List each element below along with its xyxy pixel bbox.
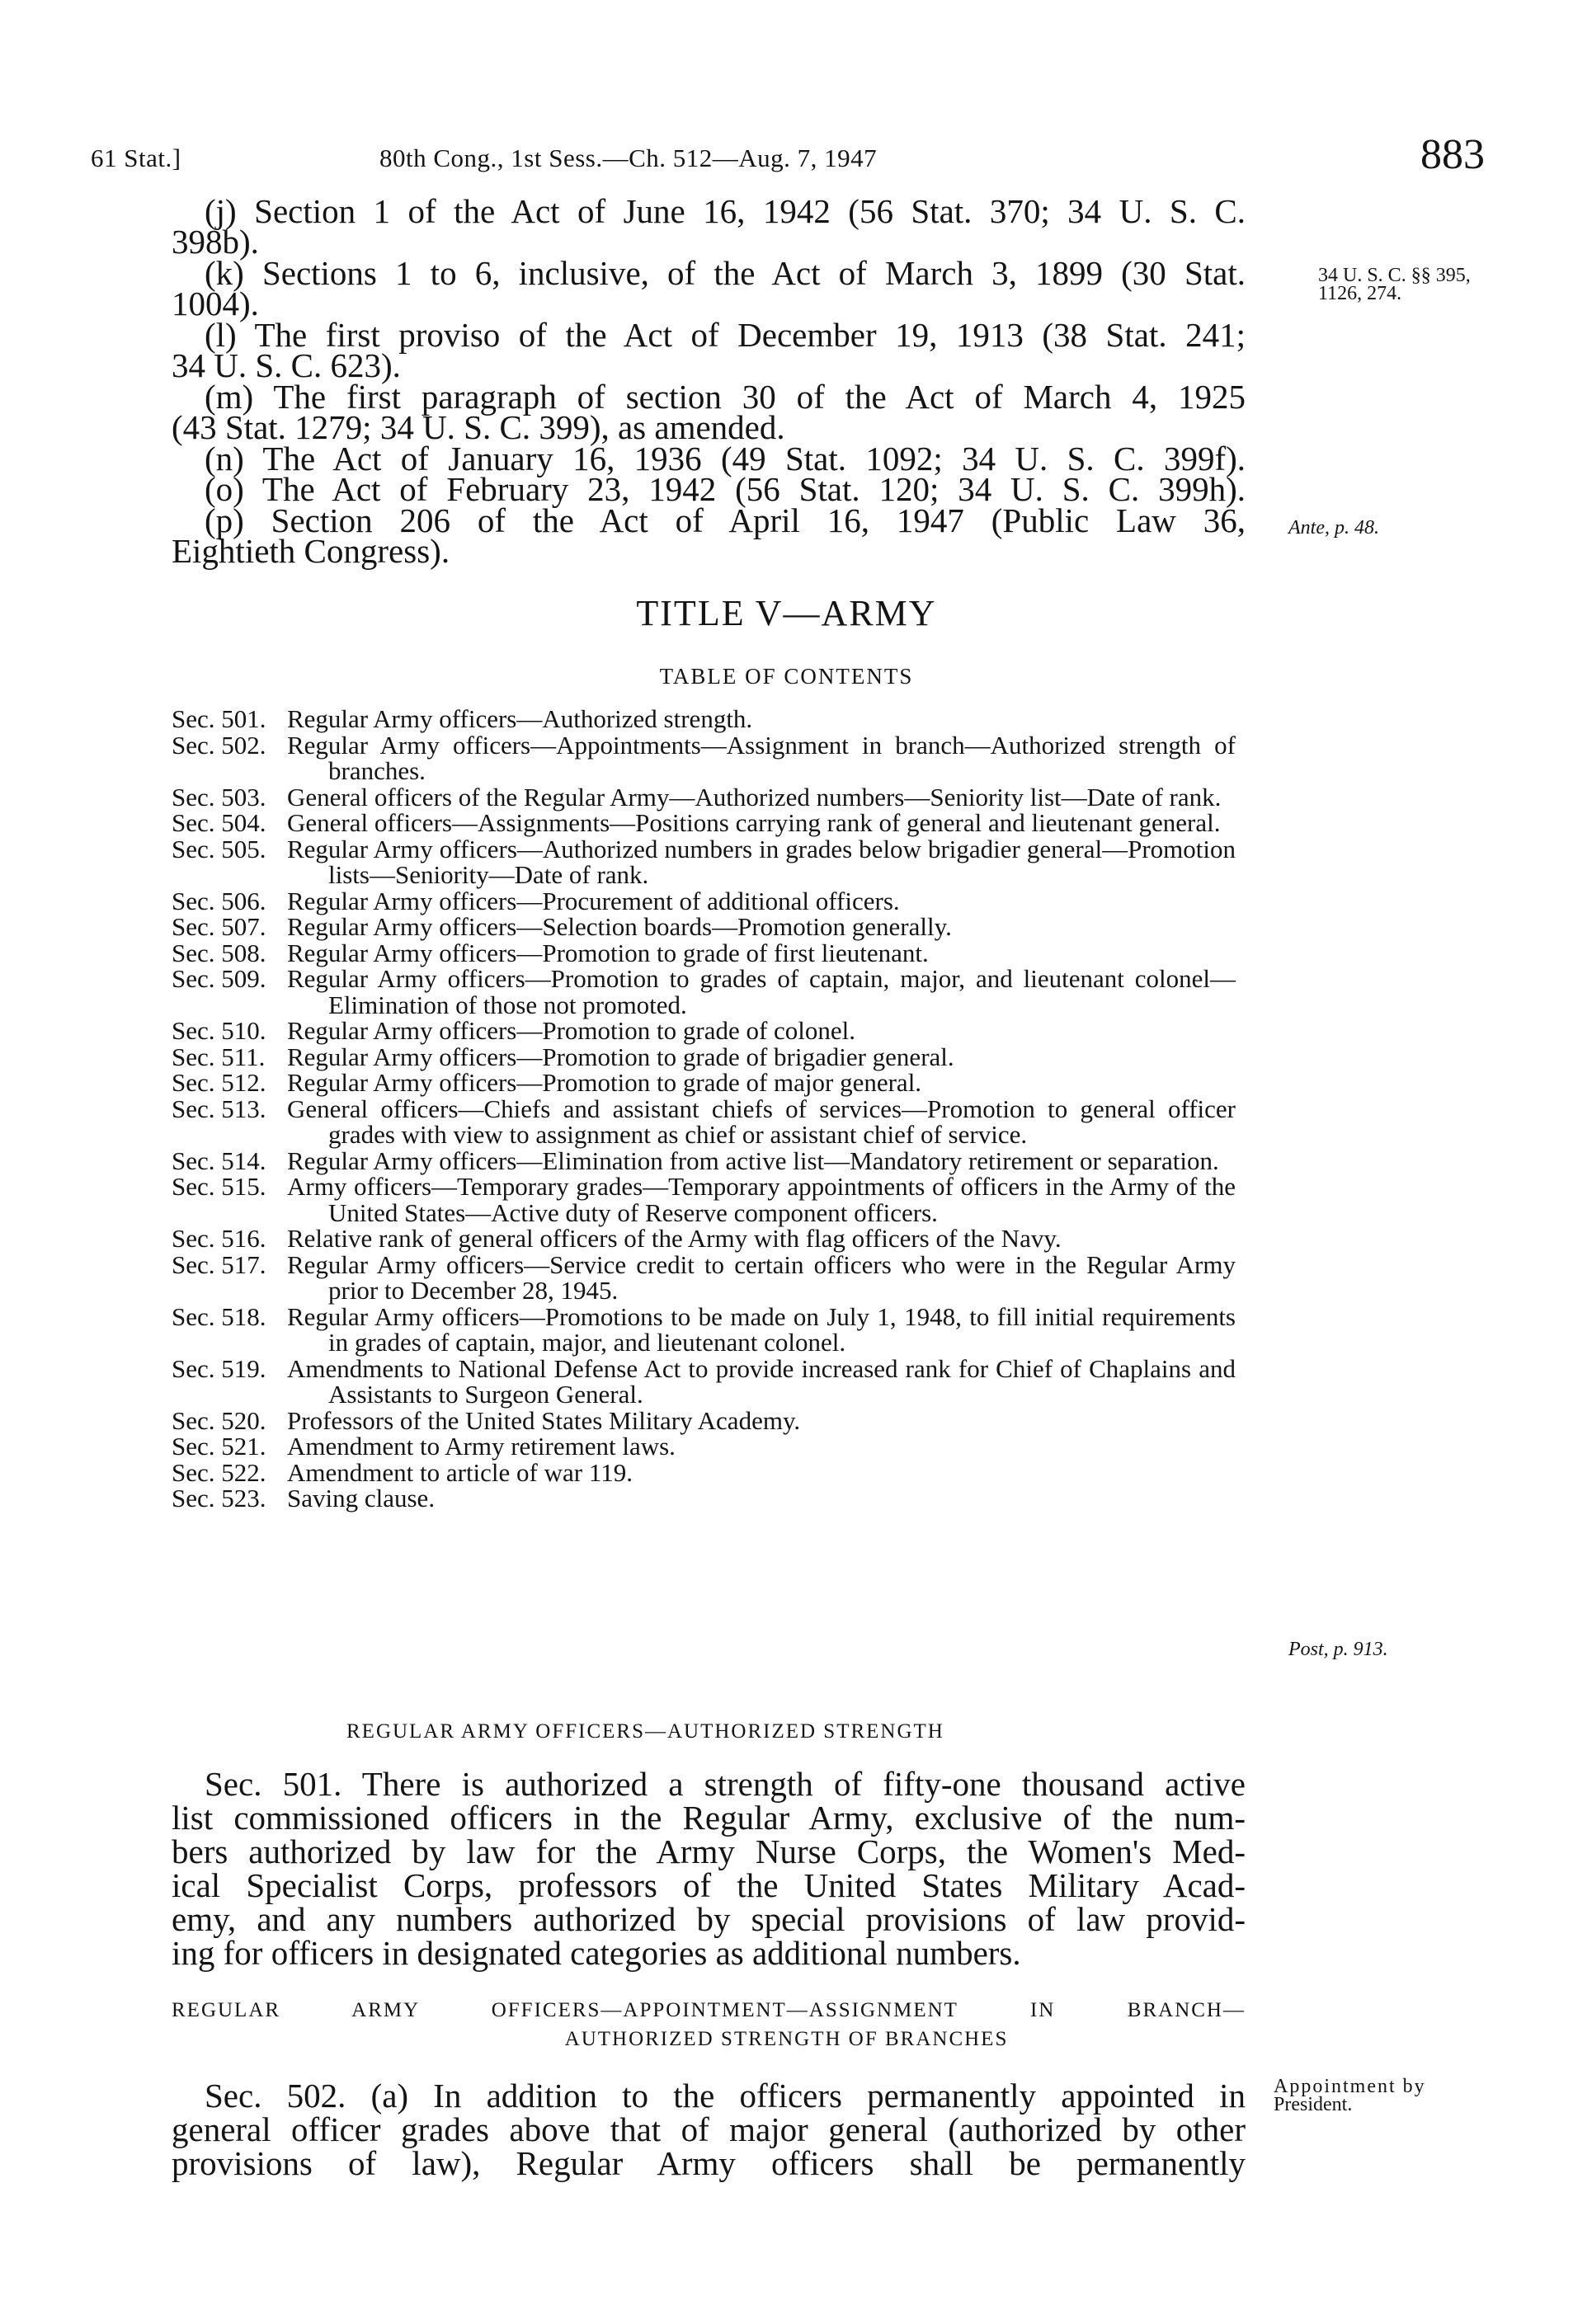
section-502-heading: REGULAR ARMY OFFICERS—APPOINTMENT—ASSIGNMENT IN BRANCH— [172, 1999, 1246, 2021]
toc-section-title: Regular Army officers—Procurement of additional officers. [287, 886, 900, 915]
toc-entry [172, 1226, 1236, 1252]
margin-note-ante: Ante, p. 48. [1288, 517, 1379, 539]
toc-section-number: Sec. 507. [172, 912, 266, 941]
toc-section-title: Regular Army officers—Promotion to grade of brigadier general. [287, 1042, 954, 1071]
toc-section-number: Sec. 504. [172, 808, 266, 837]
text-line: (43 Stat. 1279; 34 U. S. C. 399), as amended. [172, 408, 785, 446]
toc-section-number: Sec. 501. [172, 704, 266, 733]
toc-section-number: Sec. 516. [172, 1224, 266, 1253]
toc-entry [172, 1353, 1236, 1409]
toc-section-number: Sec. 512. [172, 1068, 266, 1097]
text-line: Sec. 502. (a) In addition to the officers permanently appointed in [205, 2077, 1246, 2115]
toc-entry [172, 1148, 1236, 1174]
running-header [91, 131, 1485, 195]
toc-entry [172, 914, 1236, 940]
text-line: Eightieth Congress). [172, 532, 450, 570]
toc-entry [172, 1301, 1236, 1357]
toc-section-number: Sec. 503. [172, 782, 266, 812]
text-line: (m) The first paragraph of section 30 of the Act of March 4, 1925 [205, 378, 1246, 416]
toc-section-title: Regular Army officers—Authorized strength. [287, 704, 753, 733]
toc-section-number: Sec. 520. [172, 1405, 266, 1435]
toc-section-title: Regular Army officers—Authorized numbers in grades below brigadier general—Promotion lists—Seniority—Date of rank. [287, 834, 1236, 889]
toc-section-title: General officers—Assignments—Positions carrying rank of general and lieutenant general. [287, 808, 1221, 837]
toc-section-title: Amendment to Army retirement laws. [287, 1432, 676, 1461]
toc-section-title: Regular Army officers—Selection boards—Promotion generally. [287, 912, 952, 941]
toc-entry [172, 1457, 1236, 1487]
toc-entry [172, 1096, 1236, 1148]
toc-section-title: Saving clause. [287, 1484, 436, 1512]
text-line: ical Specialist Corps, professors of the United States Military Acad- [172, 1866, 1246, 1904]
toc-section-number: Sec. 514. [172, 1146, 266, 1175]
title-heading: TITLE V—ARMY [636, 593, 937, 633]
toc-heading: TABLE OF CONTENTS [659, 664, 914, 689]
toc-section-number: Sec. 517. [172, 1249, 266, 1279]
section-501-heading: REGULAR ARMY OFFICERS—AUTHORIZED STRENGTH [346, 1720, 944, 1743]
toc-entry [172, 940, 1236, 967]
toc-entry [172, 836, 1236, 888]
toc-section-title: Regular Army officers—Promotion to grades of captain, major, and lieutenant colonel—Elimination of those not promoted. [287, 964, 1236, 1019]
toc-section-title: Regular Army officers—Promotion to grade of colonel. [287, 1016, 856, 1045]
toc-entry [172, 1070, 1236, 1096]
toc-section-number: Sec. 506. [172, 886, 266, 915]
text-line: (l) The first proviso of the Act of December 19, 1913 (38 Stat. 241; [205, 316, 1246, 354]
toc-section-number: Sec. 513. [172, 1094, 266, 1123]
toc-entry [172, 1249, 1236, 1305]
text-line: (j) Section 1 of the Act of June 16, 1942 (56 Stat. 370; 34 U. S. C. [205, 192, 1246, 230]
volume-reference: 61 Stat.] [91, 143, 181, 172]
toc-section-title: General officers of the Regular Army—Authorized numbers—Seniority list—Date of rank. [287, 782, 1222, 812]
toc-section-number: Sec. 509. [172, 964, 266, 993]
margin-note-appointment-continued: President. [1274, 2094, 1353, 2115]
margin-note-appointment: Appointment by [1274, 2076, 1426, 2097]
toc-section-number: Sec. 510. [172, 1016, 266, 1045]
text-line: provisions of law), Regular Army officers shall be permanently [172, 2144, 1246, 2182]
text-line: (n) The Act of January 16, 1936 (49 Stat. 1092; 34 U. S. C. 399f). [205, 440, 1246, 478]
text-line: (o) The Act of February 23, 1942 (56 Stat. 120; 34 U. S. C. 399h). [205, 470, 1246, 508]
table-of-contents [172, 706, 1236, 1512]
toc-entry [172, 1174, 1236, 1226]
toc-section-title: Amendment to article of war 119. [287, 1457, 633, 1487]
toc-entry [172, 1018, 1236, 1044]
toc-entry [172, 888, 1236, 915]
toc-section-number: Sec. 521. [172, 1432, 266, 1461]
margin-note-usc: 34 U. S. C. §§ 395, [1318, 265, 1471, 286]
toc-entry [172, 966, 1236, 1018]
session-chapter-date: 80th Cong., 1st Sess.—Ch. 512—Aug. 7, 1947 [379, 143, 878, 172]
toc-entry [172, 732, 1236, 784]
toc-section-title: Professors of the United States Military Academy. [287, 1405, 801, 1435]
toc-entry [172, 1433, 1236, 1460]
toc-section-title: Army officers—Temporary grades—Temporary appointments of officers in the Army of the United States—Active duty of Reserve component officers. [287, 1172, 1236, 1227]
text-line: ing for officers in designated categories as additional numbers. [172, 1934, 1021, 1972]
text-line: emy, and any numbers authorized by special provisions of law provid- [172, 1900, 1246, 1938]
text-line: Sec. 501. There is authorized a strength of fifty-one thousand active [205, 1765, 1246, 1803]
toc-entry [172, 810, 1236, 836]
text-line: 1004). [172, 285, 259, 322]
text-line: 34 U. S. C. 623). [172, 346, 401, 384]
text-line: (p) Section 206 of the Act of April 16, 1947 (Public Law 36, [205, 501, 1246, 539]
toc-section-title: Regular Army officers—Elimination from active list—Mandatory retirement or separation. [287, 1146, 1219, 1175]
text-line: general officer grades above that of major general (authorized by other [172, 2110, 1246, 2148]
toc-section-number: Sec. 519. [172, 1353, 266, 1383]
toc-entry [172, 1405, 1236, 1435]
text-line: bers authorized by law for the Army Nurse Corps, the Women's Med- [172, 1832, 1246, 1870]
toc-section-title: Amendments to National Defense Act to provide increased rank for Chief of Chaplains and Assistants to Surgeon General. [287, 1353, 1236, 1409]
toc-section-number: Sec. 515. [172, 1172, 266, 1201]
toc-section-number: Sec. 518. [172, 1301, 266, 1331]
text-line: (k) Sections 1 to 6, inclusive, of the Act of March 3, 1899 (30 Stat. [205, 254, 1246, 292]
toc-section-number: Sec. 511. [172, 1042, 266, 1071]
toc-section-title: Regular Army officers—Appointments—Assignment in branch—Authorized strength of branches. [287, 730, 1236, 785]
toc-section-number: Sec. 522. [172, 1457, 266, 1487]
page-number: 883 [1420, 131, 1485, 178]
toc-section-number: Sec. 505. [172, 834, 266, 863]
text-line: list commissioned officers in the Regular Army, exclusive of the num- [172, 1799, 1246, 1837]
toc-entry [172, 706, 1236, 732]
toc-section-title: General officers—Chiefs and assistant chiefs of services—Promotion to general officer grades with view to assignment as chief or assistant chief of service. [287, 1094, 1236, 1149]
toc-section-title: Regular Army officers—Promotion to grade of first lieutenant. [287, 938, 929, 967]
toc-section-number: Sec. 508. [172, 938, 266, 967]
toc-section-number: Sec. 502. [172, 730, 266, 760]
toc-section-title: Regular Army officers—Service credit to certain officers who were in the Regular Army prior to December 28, 1945. [287, 1249, 1236, 1305]
toc-section-number: Sec. 523. [172, 1484, 266, 1512]
section-502-heading-continued: AUTHORIZED STRENGTH OF BRANCHES [564, 2028, 1009, 2050]
toc-section-title: Regular Army officers—Promotions to be made on July 1, 1948, to fill initial requirements in grades of captain, major, and lieutenant colonel. [287, 1301, 1236, 1357]
toc-entry [172, 1044, 1236, 1070]
toc-entry [172, 1485, 1236, 1512]
margin-note-usc-continued: 1126, 274. [1318, 283, 1402, 304]
toc-entry [172, 784, 1236, 811]
margin-note-post: Post, p. 913. [1288, 1639, 1388, 1660]
toc-section-title: Regular Army officers—Promotion to grade of major general. [287, 1068, 922, 1097]
toc-section-title: Relative rank of general officers of the Army with flag officers of the Navy. [287, 1224, 1062, 1253]
text-line: 398b). [172, 223, 259, 261]
